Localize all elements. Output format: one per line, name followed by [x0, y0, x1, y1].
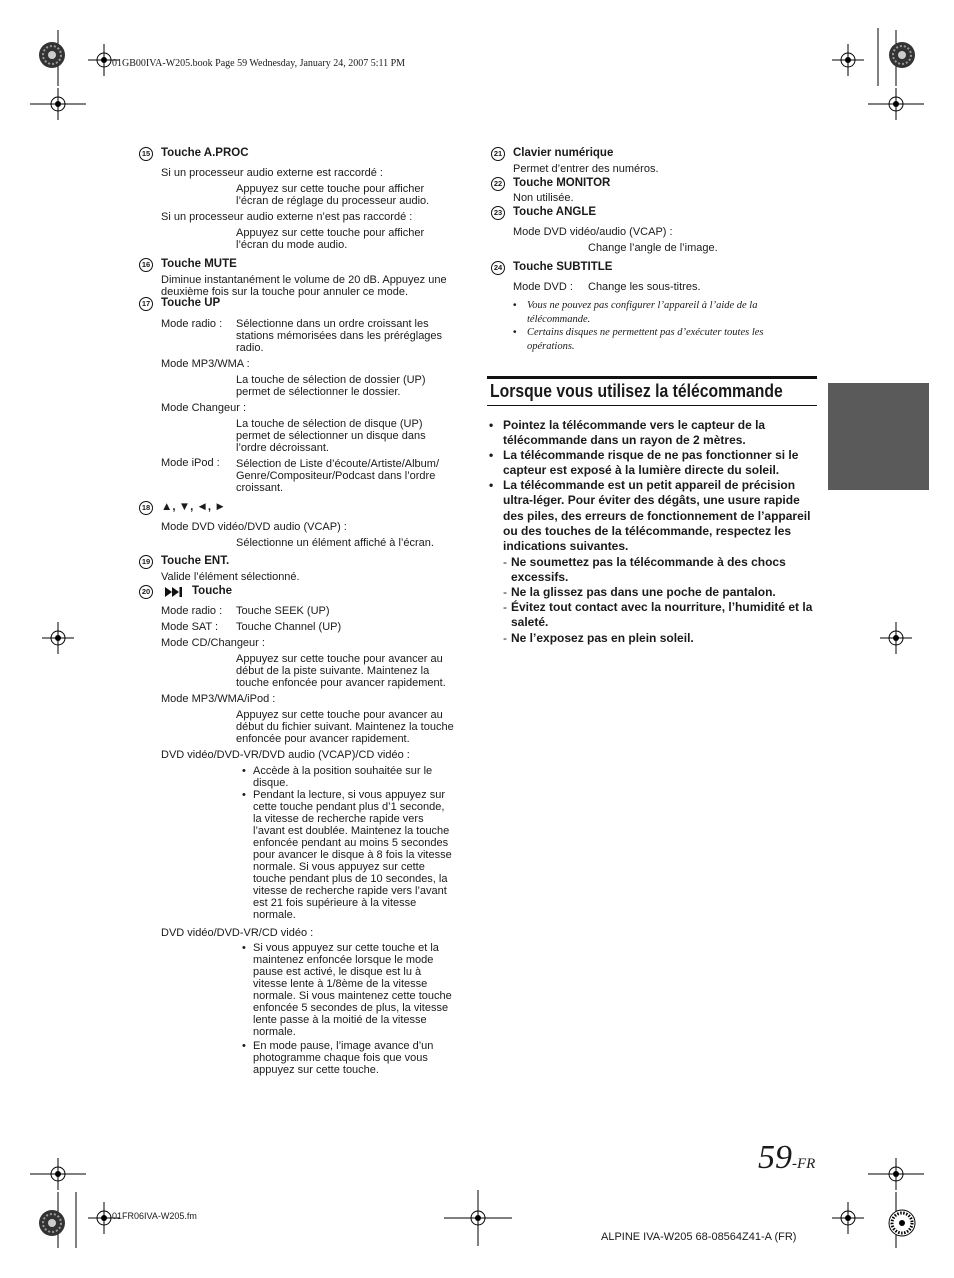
- bullet-dot: •: [242, 765, 246, 777]
- text: Permet d’entrer des numéros.: [513, 163, 659, 175]
- section-rule-top: [487, 376, 817, 379]
- item-number-24: 24: [491, 261, 505, 275]
- label: Mode MP3/WMA :: [161, 358, 250, 370]
- dash: -: [503, 585, 507, 599]
- label: Mode Changeur :: [161, 402, 246, 414]
- text: Appuyez sur cette touche pour avancer au: [236, 653, 443, 665]
- text: croissant.: [236, 482, 284, 494]
- text: Mode DVD vidéo/DVD audio (VCAP) :: [161, 521, 347, 533]
- text: Si un processeur audio externe n’est pas raccordé :: [161, 211, 413, 223]
- text: La touche de sélection de disque (UP): [236, 418, 423, 430]
- text: Touche Channel (UP): [236, 621, 342, 633]
- text: Appuyez sur cette touche pour afficher: [236, 183, 425, 195]
- bullet-text: Si vous appuyez sur cette touche et la maintenez enfoncée lorsque le mode pause est activé, le disque est lu à vitesse lente à 1/8ème de la vitesse normale. Si vous maintenez cette touche enfoncée 5 secondes de plus, la vitesse lente passe à la moitié de la vitesse normale.: [253, 942, 452, 1038]
- item-number-22: 22: [491, 177, 505, 191]
- label: Mode DVD :: [513, 281, 573, 293]
- item-title: Touche A.PROC: [161, 147, 249, 159]
- section-rule-bottom: [487, 405, 817, 406]
- text: stations mémorisées dans les préréglages: [236, 330, 443, 342]
- file-info: 01GB00IVA-W205.book Page 59 Wednesday, January 24, 2007 5:11 PM: [112, 58, 406, 69]
- text: Sélectionne un élément affiché à l’écran.: [236, 537, 434, 549]
- chapter-tab: [828, 383, 929, 490]
- label: Mode iPod :: [161, 457, 220, 469]
- item-number-21: 21: [491, 147, 505, 161]
- bullet-text: Pointez la télécommande vers le capteur de la télécommande dans un rayon de 2 mètres.: [503, 418, 766, 448]
- item-number-17: 17: [139, 297, 153, 311]
- item-number-23: 23: [491, 206, 505, 220]
- dash-text: Ne la glissez pas dans une poche de pantalon.: [511, 585, 776, 599]
- text: Valide l’élément sélectionné.: [161, 571, 300, 583]
- text: permet de sélectionner un disque dans: [236, 430, 426, 442]
- bullet-dot: •: [489, 448, 494, 462]
- text: Appuyez sur cette touche pour avancer au: [236, 709, 443, 721]
- item-number-16: 16: [139, 258, 153, 272]
- text: l’ordre décroissant.: [236, 442, 329, 454]
- note-text: Certains disques ne permettent pas d’exécuter toutes les opérations.: [527, 327, 764, 352]
- text: Mode DVD vidéo/audio (VCAP) :: [513, 226, 673, 238]
- text: l’écran de réglage du processeur audio.: [236, 195, 430, 207]
- bullet-text: La télécommande est un petit appareil de précision ultra-léger. Pour éviter des dégâts, une usure rapide des piles, des erreurs de fonctionnement de l’appareil ou des touches de la télécommande, respectez les indications suivantes.: [503, 478, 811, 554]
- bullet-dot: •: [489, 478, 494, 492]
- text: Sélection de Liste d’écoute/Artiste/Album/: [236, 458, 440, 470]
- item-title: Touche ANGLE: [513, 206, 597, 218]
- dash: -: [503, 631, 507, 645]
- item-title: Touche MUTE: [161, 258, 237, 270]
- text: Genre/Compositeur/Podcast dans l’ordre: [236, 470, 436, 482]
- bullet-dot: •: [242, 942, 246, 954]
- page-number: 59-FR: [758, 1139, 816, 1176]
- text: Si un processeur audio externe est raccordé :: [161, 167, 383, 179]
- text: deuxième fois sur la touche pour annuler ce mode.: [161, 286, 409, 298]
- label: Mode radio :: [161, 318, 223, 330]
- label: Mode MP3/WMA/iPod :: [161, 693, 276, 705]
- dash-text: Ne l’exposez pas en plein soleil.: [511, 631, 694, 645]
- label: DVD vidéo/DVD-VR/CD vidéo :: [161, 927, 314, 939]
- arrow-keys-title: ▲, ▼, ◄, ►: [161, 501, 226, 513]
- label: Mode radio :: [161, 605, 223, 617]
- item-title: Touche SUBTITLE: [513, 261, 613, 273]
- dash: -: [503, 600, 507, 614]
- bullet-dot: •: [242, 789, 246, 801]
- text: La touche de sélection de dossier (UP): [236, 374, 426, 386]
- text: Sélectionne dans un ordre croissant les: [236, 318, 429, 330]
- item-number-20: 20: [139, 585, 153, 599]
- bullet-text: Pendant la lecture, si vous appuyez sur cette touche pendant plus d’1 seconde, la vitesse de recherche rapide vers l’avant est doublée. Maintenez la touche enfoncée pendant au moins 5 secondes pour avancer le disque à 8 fois la vitesse normale. Si vous appuyez sur cette touche pendant plus de 10 secondes, la vitesse de recherche rapide vers l’avant est 21 fois supérieure à la vitesse normale.: [253, 789, 452, 921]
- label: Mode SAT :: [161, 621, 219, 633]
- next-track-icon: [165, 587, 187, 597]
- bullet-dot: •: [242, 1040, 246, 1052]
- label: DVD vidéo/DVD-VR/DVD audio (VCAP)/CD vidéo :: [161, 749, 410, 761]
- text: touche enfoncée pour avancer rapidement.: [236, 677, 446, 689]
- text: radio.: [236, 342, 264, 354]
- item-title: Touche MONITOR: [513, 177, 611, 189]
- dash-text: Évitez tout contact avec la nourriture, l’humidité et la saleté.: [511, 600, 813, 630]
- text: Non utilisée.: [513, 192, 574, 204]
- text: Appuyez sur cette touche pour afficher: [236, 227, 425, 239]
- item-number-18: 18: [139, 501, 153, 515]
- text: Touche SEEK (UP): [236, 605, 330, 617]
- text: début du fichier suivant. Maintenez la touche: [236, 721, 454, 733]
- bullet-text: La télécommande risque de ne pas fonctionner si le capteur est exposé à la lumière directe du soleil.: [503, 448, 799, 478]
- item-number-15: 15: [139, 147, 153, 161]
- label: Mode CD/Changeur :: [161, 637, 265, 649]
- model-code: ALPINE IVA-W205 68-08564Z41-A (FR): [601, 1231, 797, 1243]
- bullet-dot: •: [489, 418, 494, 432]
- text: Change l’angle de l’image.: [588, 242, 718, 254]
- text: Diminue instantanément le volume de 20 dB. Appuyez une: [161, 274, 447, 286]
- bullet-text: Accède à la position souhaitée sur le disque.: [253, 765, 433, 789]
- text: l’écran du mode audio.: [236, 239, 348, 251]
- note-dot: •: [513, 327, 517, 338]
- file-name: 01FR06IVA-W205.fm: [112, 1211, 197, 1221]
- text: début de la piste suivante. Maintenez la: [236, 665, 430, 677]
- note-text: Vous ne pouvez pas configurer l’appareil à l’aide de la télécommande.: [527, 300, 758, 325]
- item-title: Touche ENT.: [161, 555, 230, 567]
- text: permet de sélectionner le dossier.: [236, 386, 401, 398]
- item-title: Touche: [192, 585, 233, 597]
- dash-text: Ne soumettez pas la télécommande à des chocs excessifs.: [511, 555, 786, 585]
- text: Change les sous-titres.: [588, 281, 701, 293]
- bullet-text: En mode pause, l’image avance d’un photogramme chaque fois que vous appuyez sur cette touche.: [253, 1040, 434, 1076]
- note-dot: •: [513, 300, 517, 311]
- item-title: Clavier numérique: [513, 147, 614, 159]
- dash: -: [503, 555, 507, 569]
- section-title: Lorsque vous utilisez la télécommande: [490, 380, 783, 401]
- item-number-19: 19: [139, 555, 153, 569]
- text: enfoncée pour avancer rapidement.: [236, 733, 410, 745]
- item-title: Touche UP: [161, 297, 221, 309]
